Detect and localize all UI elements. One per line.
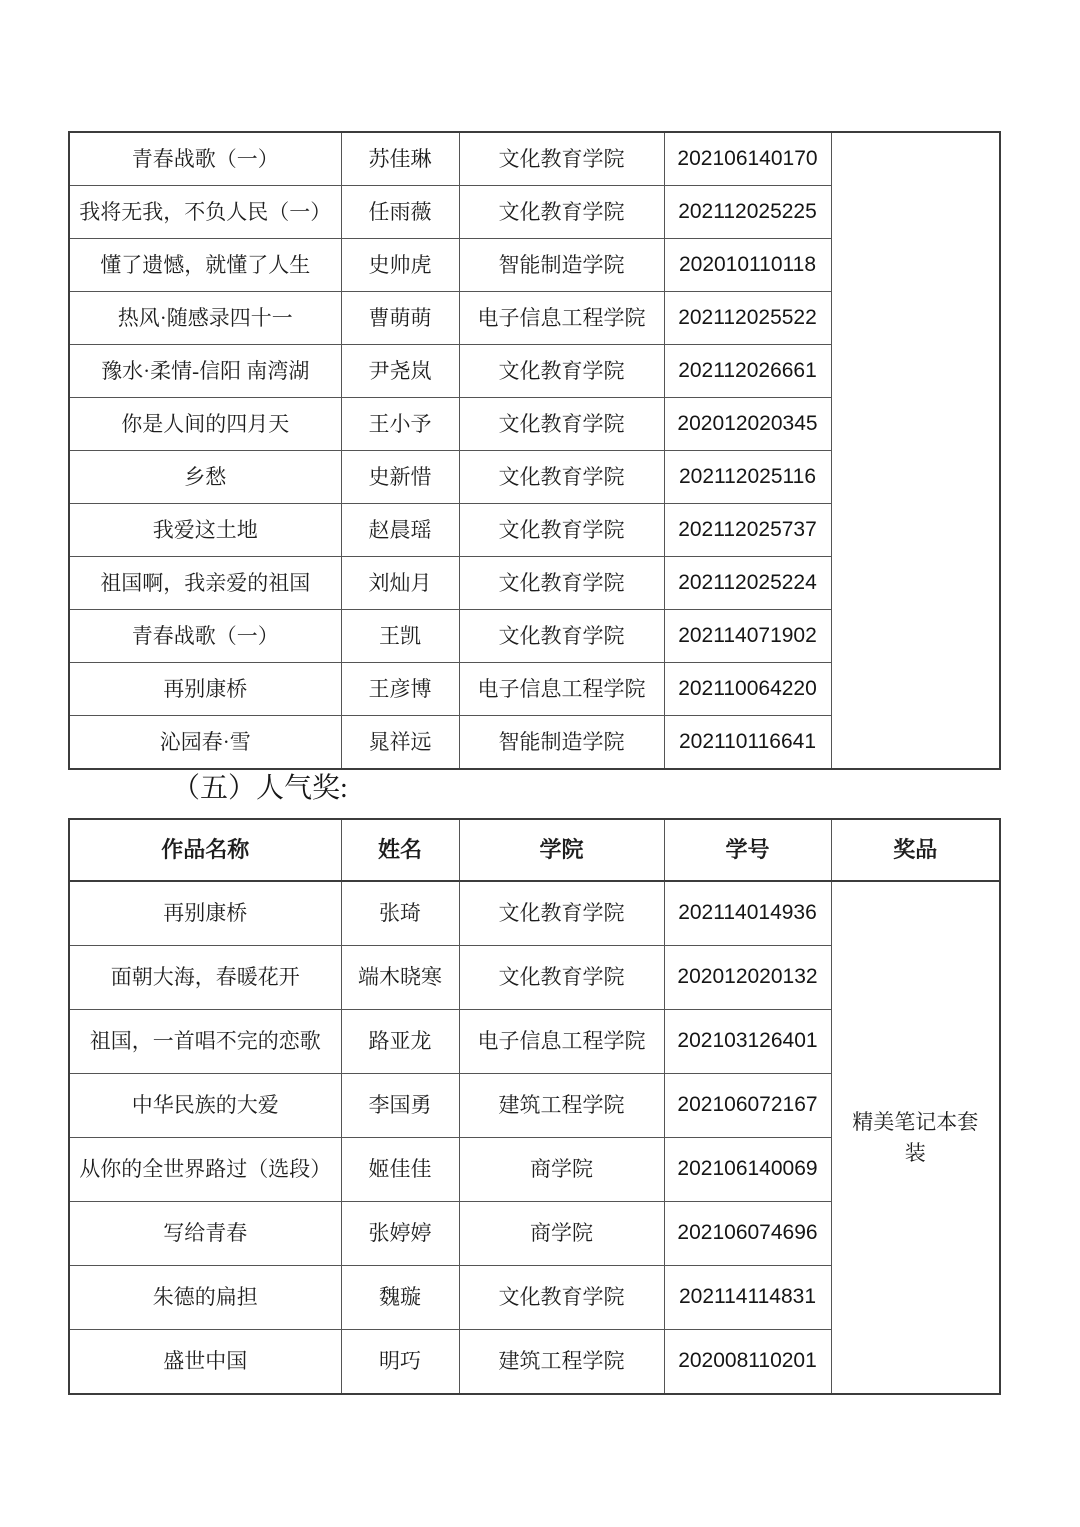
work-title-cell: 中华民族的大爱 [69,1074,341,1138]
student-id-cell: 202106140069 [664,1138,831,1202]
work-title-cell: 乡愁 [69,451,341,504]
student-name-cell: 刘灿月 [341,557,459,610]
college-cell: 文化教育学院 [459,132,664,186]
student-name-cell: 王彦博 [341,663,459,716]
table-header-row [69,819,1000,881]
work-title-cell: 祖国啊，我亲爱的祖国 [69,557,341,610]
student-id-cell: 202114071902 [664,610,831,663]
student-name-cell: 张琦 [341,881,459,946]
work-title-cell: 青春战歌（一） [69,132,341,186]
student-id-cell: 202112026661 [664,345,831,398]
college-cell: 智能制造学院 [459,716,664,770]
student-id-cell: 202008110201 [664,1330,831,1395]
popularity-award-table-body [69,881,1000,1394]
work-title-cell: 盛世中国 [69,1330,341,1395]
work-title-cell: 祖国，一首唱不完的恋歌 [69,1010,341,1074]
work-title-cell: 青春战歌（一） [69,610,341,663]
college-cell: 建筑工程学院 [459,1330,664,1395]
student-name-cell: 史帅虎 [341,239,459,292]
college-cell: 文化教育学院 [459,398,664,451]
student-name-cell: 端木晓寒 [341,946,459,1010]
student-name-cell: 张婷婷 [341,1202,459,1266]
college-cell: 文化教育学院 [459,881,664,946]
student-name-cell: 苏佳琳 [341,132,459,186]
work-title-cell: 面朝大海，春暖花开 [69,946,341,1010]
student-name-cell: 明巧 [341,1330,459,1395]
student-id-cell: 202110064220 [664,663,831,716]
student-name-cell: 王小予 [341,398,459,451]
student-id-cell: 202012020345 [664,398,831,451]
prize-cell [831,132,1000,769]
college-cell: 文化教育学院 [459,557,664,610]
student-name-cell: 路亚龙 [341,1010,459,1074]
student-id-cell: 202112025522 [664,292,831,345]
student-id-cell: 202103126401 [664,1010,831,1074]
student-id-cell: 202012020132 [664,946,831,1010]
student-name-cell: 魏璇 [341,1266,459,1330]
work-title-cell: 沁园春·雪 [69,716,341,770]
prize-text: 精美笔记本套装 [852,1110,979,1165]
student-id-cell: 202112025224 [664,557,831,610]
student-id-cell: 202010110118 [664,239,831,292]
student-name-cell: 姬佳佳 [341,1138,459,1202]
header-student-name: 姓名 [341,819,459,881]
college-cell: 文化教育学院 [459,610,664,663]
student-name-cell: 曹萌萌 [341,292,459,345]
work-title-cell: 再别康桥 [69,881,341,946]
work-title-cell: 我将无我，不负人民（一） [69,186,341,239]
college-cell: 电子信息工程学院 [459,292,664,345]
work-title-cell: 从你的全世界路过（选段） [69,1138,341,1202]
student-name-cell: 任雨薇 [341,186,459,239]
college-cell: 文化教育学院 [459,504,664,557]
student-id-cell: 202110116641 [664,716,831,770]
college-cell: 电子信息工程学院 [459,663,664,716]
work-title-cell: 你是人间的四月天 [69,398,341,451]
work-title-cell: 懂了遗憾，就懂了人生 [69,239,341,292]
award-table-continued [68,131,1001,770]
college-cell: 建筑工程学院 [459,1074,664,1138]
college-cell: 文化教育学院 [459,451,664,504]
college-cell: 文化教育学院 [459,186,664,239]
student-id-cell: 202106074696 [664,1202,831,1266]
table-row [69,881,1000,946]
student-id-cell: 202106072167 [664,1074,831,1138]
student-name-cell: 晁祥远 [341,716,459,770]
header-student-id: 学号 [664,819,831,881]
header-work-title: 作品名称 [69,819,341,881]
table-row [69,132,1000,186]
award-table-continued-body [69,132,1000,769]
college-cell: 文化教育学院 [459,946,664,1010]
college-cell: 文化教育学院 [459,345,664,398]
student-name-cell: 赵晨瑶 [341,504,459,557]
header-college: 学院 [459,819,664,881]
work-title-cell: 写给青春 [69,1202,341,1266]
student-name-cell: 尹尧岚 [341,345,459,398]
student-id-cell: 202106140170 [664,132,831,186]
college-cell: 电子信息工程学院 [459,1010,664,1074]
work-title-cell: 朱德的扁担 [69,1266,341,1330]
header-prize: 奖品 [831,819,1000,881]
student-id-cell: 202112025225 [664,186,831,239]
college-cell: 智能制造学院 [459,239,664,292]
college-cell: 商学院 [459,1138,664,1202]
work-title-cell: 我爱这土地 [69,504,341,557]
student-name-cell: 王凯 [341,610,459,663]
work-title-cell: 再别康桥 [69,663,341,716]
college-cell: 商学院 [459,1202,664,1266]
college-cell: 文化教育学院 [459,1266,664,1330]
popularity-award-table [68,818,1001,1395]
work-title-cell: 豫水·柔情-信阳 南湾湖 [69,345,341,398]
student-name-cell: 李国勇 [341,1074,459,1138]
student-id-cell: 202114114831 [664,1266,831,1330]
student-id-cell: 202112025116 [664,451,831,504]
student-name-cell: 史新惜 [341,451,459,504]
section-heading-popularity-award: （五）人气奖: [172,773,348,804]
student-id-cell: 202114014936 [664,881,831,946]
prize-cell [831,881,1000,1394]
work-title-cell: 热风·随感录四十一 [69,292,341,345]
student-id-cell: 202112025737 [664,504,831,557]
